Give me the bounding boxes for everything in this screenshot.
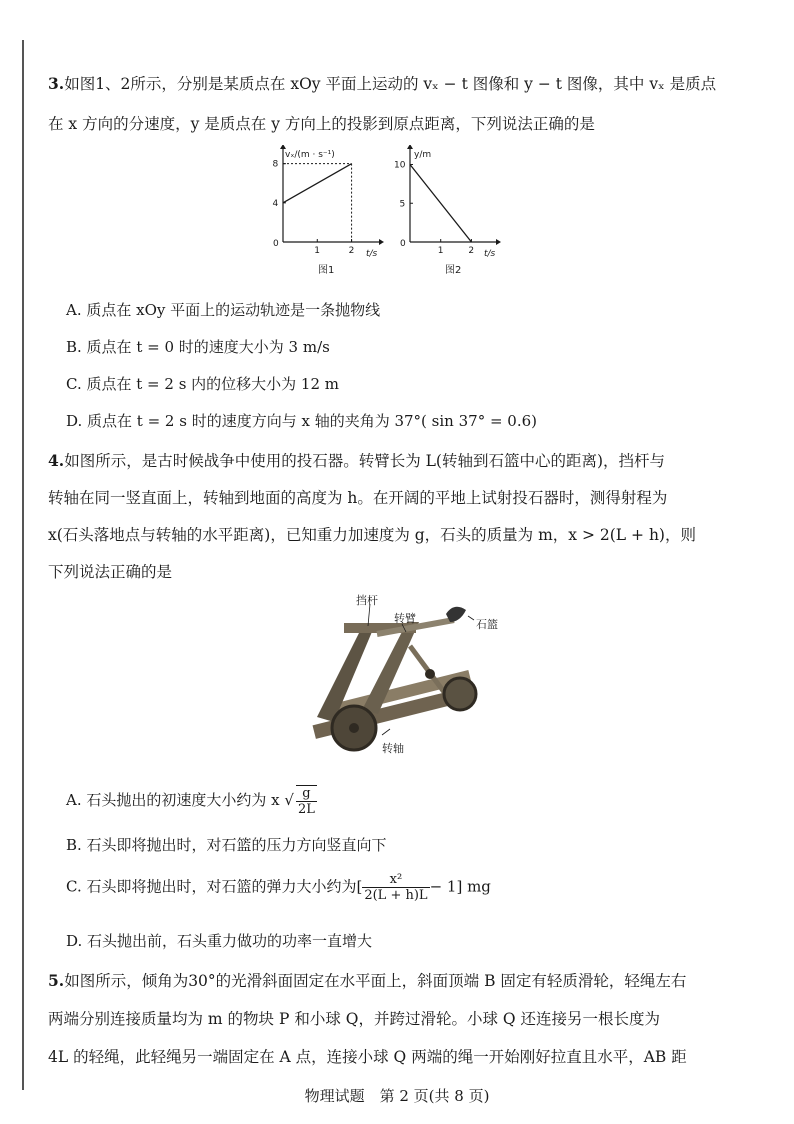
q3-line-1: 3.如图1、2所示，分别是某质点在 xOy 平面上运动的 vₓ − t 图像和 y − t 图像，其中 vₓ 是质点: [48, 74, 717, 93]
fig2-ylabel: y/m: [414, 150, 432, 160]
fig2-x-arrow: [496, 239, 501, 245]
catapult-wheel-rear: [444, 678, 476, 710]
origin-label: 0: [273, 239, 279, 249]
fig1-y-arrow: [280, 145, 286, 149]
x-tick-label: 1: [437, 246, 444, 256]
fig2-y-arrow: [407, 145, 413, 149]
leader-rod: [368, 604, 370, 626]
q4-line-1: 4.如图所示，是古时候战争中使用的投石器。转臂长为 L(转轴到石篮中心的距离)，挡杆与: [48, 451, 666, 470]
leader-axle: [382, 729, 390, 735]
q4-option-a-sqrt: [296, 785, 317, 817]
fig2-xlabel: t/s: [484, 249, 496, 259]
x-tick-label: 1: [314, 246, 321, 256]
y-tick-label: 4: [272, 198, 279, 209]
q3-option-d: D. 质点在 t = 2 s 时的速度方向与 x 轴的夹角为 37°( sin 37° = 0.6): [66, 412, 538, 430]
catapult-figure: [282, 592, 522, 767]
leader-basket: [468, 616, 474, 620]
fig1-ylabel: vₓ/(m · s⁻¹): [285, 150, 335, 160]
y-tick-label: 8: [272, 159, 279, 170]
fig2-title: 图2: [445, 265, 462, 276]
q4-option-b: B. 石头即将抛出时，对石篮的压力方向竖直向下: [66, 836, 387, 854]
q4-line-2: 转轴在同一竖直面上，转轴到地面的高度为 h。在开阔的平地上试射投石器时，测得射程为: [48, 489, 668, 507]
label-rod: 挡杆: [356, 594, 378, 607]
figure-1-vx-t-graph: [266, 145, 386, 280]
q4-option-c-fraction: $\frac{\text{x²}}{2(L + h)L}$: [364, 872, 428, 903]
sqrt-sign: √: [284, 791, 294, 809]
q3-option-b: B. 质点在 t = 0 时的速度大小为 3 m/s: [66, 338, 330, 356]
series-line-0: [283, 164, 352, 203]
y-tick-label: 10: [394, 160, 406, 171]
origin-label: 0: [400, 239, 406, 249]
fig1-axes: [283, 149, 379, 242]
q4-line-4: 下列说法正确的是: [48, 563, 173, 581]
q5-line-2: 两端分别连接质量均为 m 的物块 P 和小球 Q，并跨过滑轮。小球 Q 还连接另一根长度为: [48, 1010, 661, 1028]
q3-option-a: A. 质点在 xOy 平面上的运动轨迹是一条抛物线: [66, 301, 381, 319]
figure-2-y-t-graph: [393, 145, 503, 280]
label-arm: 转臂: [394, 612, 416, 625]
fig1-x-arrow: [379, 239, 384, 245]
fig1-xlabel: t/s: [366, 249, 378, 259]
q5-line-1: 5.如图所示，倾角为30°的光滑斜面固定在水平面上，斜面顶端 B 固定有轻质滑轮，轻绳左右: [48, 971, 687, 990]
q4-option-a-fraction: $\frac{g}{2L}$: [297, 786, 315, 817]
y-tick-label: 5: [399, 199, 406, 210]
x-tick-label: 2: [468, 246, 475, 256]
page-footer: 物理试题 第 2 页(共 8 页): [304, 1087, 490, 1105]
label-axle: 转轴: [382, 742, 404, 755]
page-left-border: [22, 40, 24, 1090]
q3-option-c: C. 质点在 t = 2 s 内的位移大小为 12 m: [66, 375, 340, 393]
catapult-axle: [425, 669, 435, 679]
fig1-title: 图1: [318, 265, 335, 276]
catapult-wheel-front-hub: [349, 723, 359, 733]
x-tick-label: 2: [348, 246, 355, 256]
q3-number: 3.: [48, 74, 65, 93]
label-basket: 石篮: [476, 618, 498, 631]
catapult-basket: [446, 607, 466, 622]
q5-number: 5.: [48, 971, 65, 990]
q4-option-c: C. 石头即将抛出时，对石篮的弹力大小约为[ $\frac{\text{x²}}{2(L + h)L}$ − 1] mg: [66, 872, 491, 903]
q4-option-d: D. 石头抛出前，石头重力做功的功率一直增大: [66, 932, 373, 950]
q4-option-a: A. 石头抛出的初速度大小约为 x √ $\frac{g}{2L}$: [66, 786, 315, 817]
q4-line-3: x(石头落地点与转轴的水平距离)，已知重力加速度为 g，石头的质量为 m，x > 2(L + h)，则: [48, 526, 696, 544]
q5-line-3: 4L 的轻绳，此轻绳另一端固定在 A 点，连接小球 Q 两端的绳一开始刚好拉直且水平，AB 距: [48, 1048, 687, 1066]
q3-line-2: 在 x 方向的分速度，y 是质点在 y 方向上的投影到原点距离，下列说法正确的是: [48, 115, 595, 133]
q4-number: 4.: [48, 451, 65, 470]
series-line-0: [410, 165, 471, 243]
